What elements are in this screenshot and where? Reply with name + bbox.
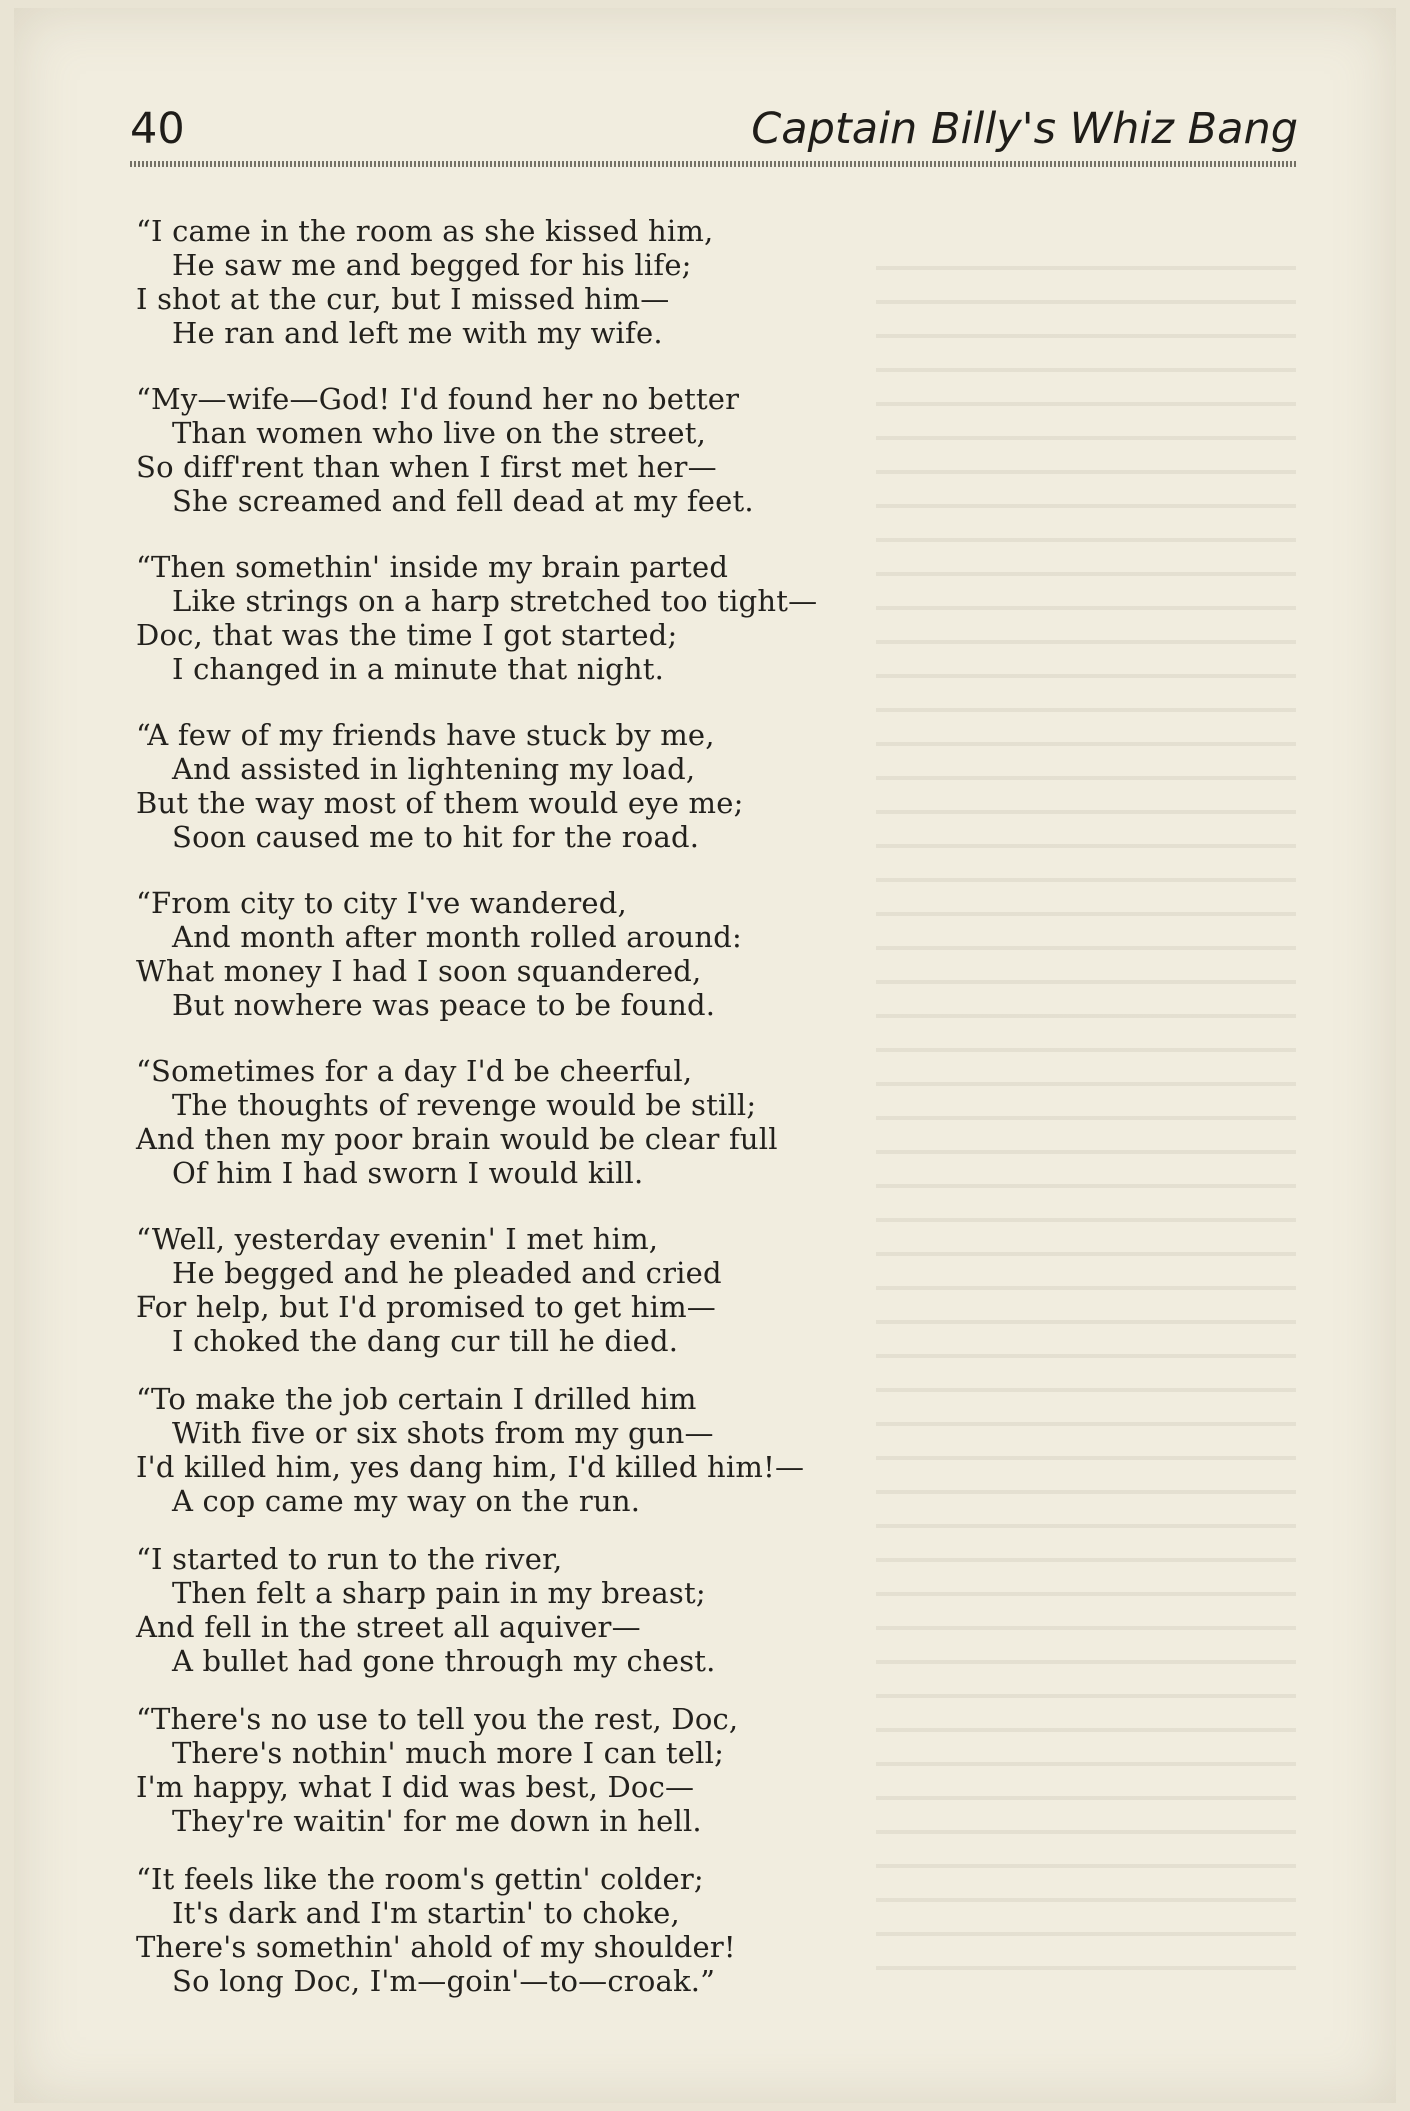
stanza xyxy=(136,382,996,518)
poem-line: Like strings on a harp stretched too tight— xyxy=(172,584,818,618)
poem-line: I choked the dang cur till he died. xyxy=(172,1324,679,1358)
stanza xyxy=(136,1862,996,1998)
stanza xyxy=(136,1702,996,1838)
poem-line: So long Doc, I'm—goin'—to—croak.” xyxy=(172,1964,716,1998)
stanza xyxy=(136,1222,996,1358)
stanza xyxy=(136,214,996,350)
poem-line: It's dark and I'm startin' to choke, xyxy=(172,1896,680,1930)
poem-line: “There's no use to tell you the rest, Doc, xyxy=(136,1702,739,1736)
stanza xyxy=(136,1054,996,1190)
poem-line: Soon caused me to hit for the road. xyxy=(172,820,700,854)
poem-line: “A few of my friends have stuck by me, xyxy=(136,718,715,752)
page-number: 40 xyxy=(130,104,185,154)
stanza xyxy=(136,718,996,854)
poem-line: But nowhere was peace to be found. xyxy=(172,988,716,1022)
poem-line: The thoughts of revenge would be still; xyxy=(172,1088,757,1122)
poem-line: She screamed and fell dead at my feet. xyxy=(172,484,754,518)
poem-line: “From city to city I've wandered, xyxy=(136,886,627,920)
poem-line: I'd killed him, yes dang him, I'd killed him!— xyxy=(136,1450,805,1484)
poem-line: But the way most of them would eye me; xyxy=(136,786,744,820)
poem-line: “To make the job certain I drilled him xyxy=(136,1382,697,1416)
stanza xyxy=(136,1542,996,1678)
poem xyxy=(136,214,996,2022)
poem-line: “I started to run to the river, xyxy=(136,1542,563,1576)
poem-line: I shot at the cur, but I missed him— xyxy=(136,282,670,316)
header-rule xyxy=(130,161,1298,167)
running-title: Captain Billy's Whiz Bang xyxy=(751,104,1298,154)
poem-line: A cop came my way on the run. xyxy=(172,1484,641,1518)
poem-line: Then felt a sharp pain in my breast; xyxy=(172,1576,706,1610)
poem-line: And fell in the street all aquiver— xyxy=(136,1610,641,1644)
poem-line: They're waitin' for me down in hell. xyxy=(172,1804,702,1838)
poem-line: “Then somethin' inside my brain parted xyxy=(136,550,729,584)
poem-line: What money I had I soon squandered, xyxy=(136,954,702,988)
poem-line: “It feels like the room's gettin' colder; xyxy=(136,1862,704,1896)
poem-line: And assisted in lightening my load, xyxy=(172,752,696,786)
stanza xyxy=(136,886,996,1022)
poem-line: And then my poor brain would be clear full xyxy=(136,1122,778,1156)
poem-line: Of him I had sworn I would kill. xyxy=(172,1156,644,1190)
poem-line: “My—wife—God! I'd found her no better xyxy=(136,382,740,416)
poem-line: Doc, that was the time I got started; xyxy=(136,618,678,652)
poem-line: Than women who live on the street, xyxy=(172,416,706,450)
poem-line: There's nothin' much more I can tell; xyxy=(172,1736,725,1770)
poem-line: He ran and left me with my wife. xyxy=(172,316,663,350)
poem-line: A bullet had gone through my chest. xyxy=(172,1644,716,1678)
stanza xyxy=(136,1382,996,1518)
poem-line: He saw me and begged for his life; xyxy=(172,248,692,282)
stanza xyxy=(136,550,996,686)
poem-line: I changed in a minute that night. xyxy=(172,652,665,686)
poem-line: So diff'rent than when I first met her— xyxy=(136,450,717,484)
poem-line: For help, but I'd promised to get him— xyxy=(136,1290,716,1324)
poem-line: “I came in the room as she kissed him, xyxy=(136,214,714,248)
poem-line: “Sometimes for a day I'd be cheerful, xyxy=(136,1054,693,1088)
poem-line: And month after month rolled around: xyxy=(172,920,743,954)
poem-line: He begged and he pleaded and cried xyxy=(172,1256,722,1290)
poem-line: There's somethin' ahold of my shoulder! xyxy=(136,1930,736,1964)
poem-line: “Well, yesterday evenin' I met him, xyxy=(136,1222,659,1256)
poem-line: With five or six shots from my gun— xyxy=(172,1416,714,1450)
poem-line: I'm happy, what I did was best, Doc— xyxy=(136,1770,695,1804)
